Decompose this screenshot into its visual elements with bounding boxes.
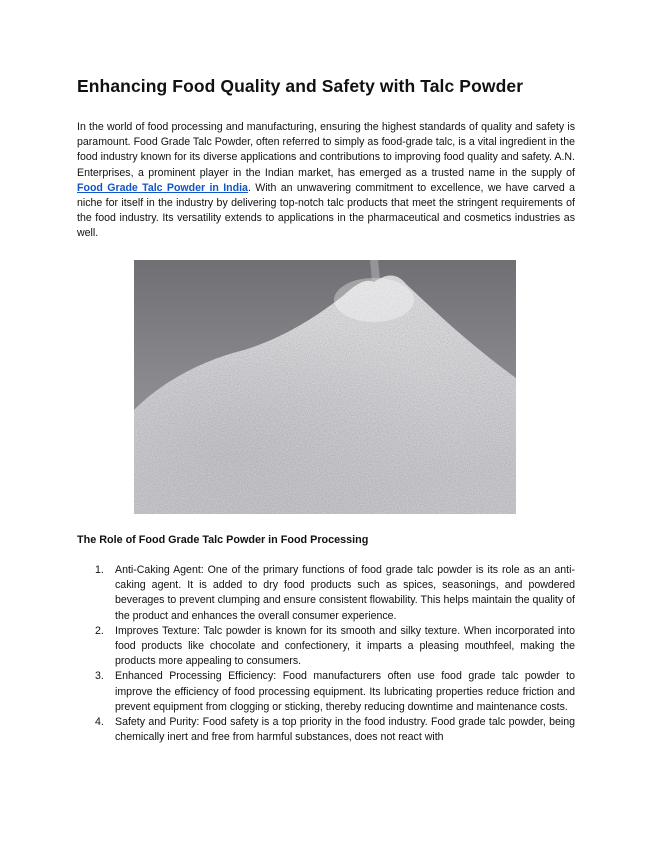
section-heading: The Role of Food Grade Talc Powder in Food Processing [77,534,369,546]
roles-list [77,563,575,745]
list-number: 1. [95,564,104,576]
list-number: 3. [95,670,104,683]
list-item [77,669,575,715]
list-item [77,563,575,624]
intro-paragraph [77,120,575,242]
food-grade-talc-link[interactable]: Food Grade Talc Powder in India [77,181,248,194]
list-item [77,715,575,745]
page-title: Enhancing Food Quality and Safety with Talc Powder [77,76,524,96]
intro-text-after: . With an unwavering commitment to excellence, we have carved a niche for itself in the industry by delivering top-notch talc products that meet the stringent requirements of the food industry. Its versatility extends to applications in the pharmaceutical and cosmetics industries as well. [77,181,575,240]
list-item-text: Enhanced Processing Efficiency: Food manufacturers often use food grade talc powder to improve the efficiency of food processing equipment. Its lubricating properties reduce friction and prevent equipment from clogging or sticking, thereby reducing downtime and maintenance costs. [115,670,575,713]
list-item [77,624,575,670]
list-item-text: Anti-Caking Agent: One of the primary functions of food grade talc powder is its role as an anti-caking agent. It is added to dry food products such as spices, seasonings, and powdered beverages to prevent clumping and ensure consistent flowability. This helps maintain the quality of the product and enhances the overall consumer experience. [115,564,575,622]
list-number: 2. [95,624,104,637]
intro-text-before: In the world of food processing and manufacturing, ensuring the highest standards of quality and safety is paramount. Food Grade Talc Powder, often referred to simply as food-grade talc, is a vital ingredient in the food industry known for its diverse applications and contributions to improving food quality and safety. A.N. Enterprises, a prominent player in the Indian market, has emerged as a trusted name in the supply of [77,121,575,179]
talc-powder-photo [134,260,516,514]
list-item-text: Improves Texture: Talc powder is known for its smooth and silky texture. When incorporated into food products like chocolate and confectionery, it imparts a pleasing mouthfeel, making the products more appealing to consumers. [115,624,575,668]
list-number: 4. [95,716,104,729]
list-item-text: Safety and Purity: Food safety is a top priority in the food industry. Food grade talc powder, being chemically inert and free from harmful substances, does not react with [115,716,575,744]
